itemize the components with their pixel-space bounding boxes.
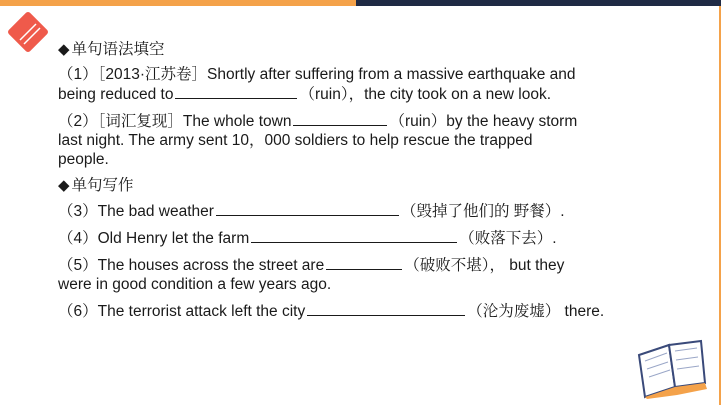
section-title: 单句语法填空 bbox=[71, 41, 165, 58]
question-text: The terrorist attack left the city bbox=[97, 303, 306, 320]
diamond-bullet-icon: ◆ bbox=[58, 41, 70, 58]
question-4-line-1 bbox=[58, 228, 688, 248]
question-text: The houses across the street are bbox=[97, 257, 325, 274]
question-2-line-1 bbox=[58, 111, 688, 131]
question-text: The whole town bbox=[182, 113, 292, 130]
question-4 bbox=[58, 228, 688, 248]
question-hint: （毁掉了他们的 野餐）. bbox=[400, 203, 565, 220]
diamond-bullet-icon: ◆ bbox=[58, 177, 70, 194]
question-number: （3） bbox=[58, 203, 98, 220]
question-hint: （败落下去）. bbox=[459, 230, 557, 247]
question-3 bbox=[58, 201, 688, 221]
answer-blank[interactable] bbox=[251, 228, 457, 243]
top-band-navy bbox=[356, 0, 721, 6]
question-source-tag: ［词汇复现］ bbox=[97, 113, 183, 130]
question-number: （6） bbox=[58, 303, 98, 320]
question-hint: （破败不堪）， but they bbox=[404, 257, 565, 274]
question-5 bbox=[58, 255, 688, 294]
question-number: （4） bbox=[58, 230, 98, 247]
question-2-line-3: people. bbox=[58, 151, 109, 168]
question-5-line-2: were in good condition a few years ago. bbox=[58, 276, 332, 293]
question-3-line-1 bbox=[58, 201, 688, 221]
open-book-icon bbox=[635, 337, 709, 399]
question-number: （2） bbox=[58, 113, 98, 130]
question-1-line-1 bbox=[58, 65, 688, 84]
section-heading-writing bbox=[58, 176, 688, 195]
question-6-line-1 bbox=[58, 301, 688, 321]
diamond-logo-icon bbox=[6, 10, 50, 54]
answer-blank[interactable] bbox=[216, 201, 399, 216]
section-title: 单句写作 bbox=[71, 177, 134, 194]
question-2-line-2: last night. The army sent 10，000 soldiers to help rescue the trapped bbox=[58, 132, 533, 149]
question-text: being reduced to bbox=[58, 86, 174, 103]
question-source-tag: ［2013·江苏卷］ bbox=[97, 66, 208, 83]
answer-blank[interactable] bbox=[326, 255, 402, 270]
exercise-content bbox=[58, 40, 688, 328]
question-1-line-2 bbox=[58, 84, 688, 104]
answer-blank[interactable] bbox=[175, 84, 297, 99]
question-text: Old Henry let the farm bbox=[97, 230, 250, 247]
section-heading-grammar bbox=[58, 40, 688, 59]
question-text: The bad weather bbox=[97, 203, 214, 220]
question-2 bbox=[58, 111, 688, 169]
question-number: （1） bbox=[58, 66, 98, 83]
question-hint: （沦为废墟） there. bbox=[467, 303, 605, 320]
question-text: Shortly after suffering from a massive earthquake and bbox=[207, 66, 576, 83]
question-hint: （ruin）by the heavy storm bbox=[389, 113, 578, 130]
answer-blank[interactable] bbox=[293, 111, 387, 126]
question-1 bbox=[58, 65, 688, 104]
question-5-line-1 bbox=[58, 255, 688, 275]
top-band-orange bbox=[0, 0, 356, 6]
question-6 bbox=[58, 301, 688, 321]
question-number: （5） bbox=[58, 257, 98, 274]
answer-blank[interactable] bbox=[307, 301, 465, 316]
question-hint: （ruin），the city took on a new look. bbox=[299, 86, 552, 103]
